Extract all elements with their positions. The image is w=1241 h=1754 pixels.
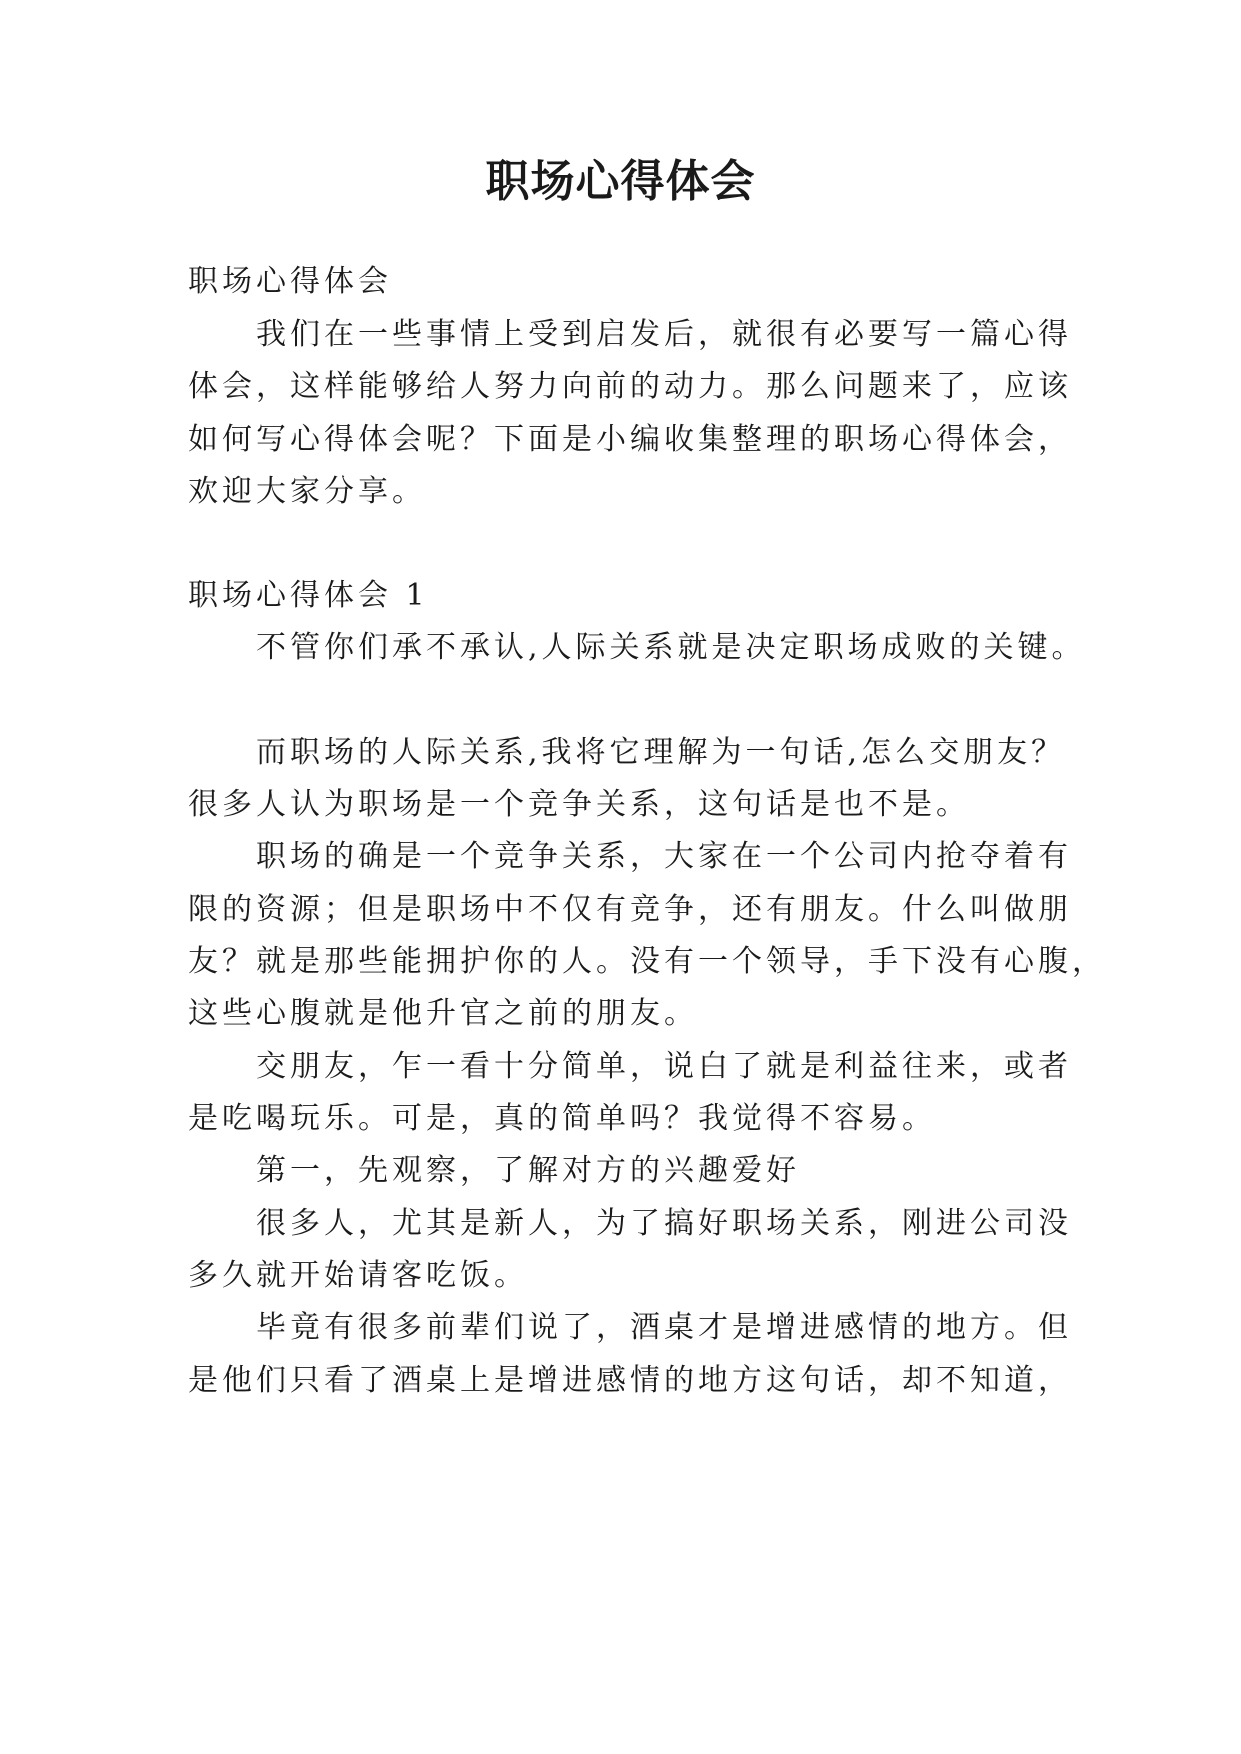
paragraph-line: 限的资源；但是职场中不仅有竞争，还有朋友。什么叫做朋 bbox=[188, 892, 1072, 927]
paragraph-line: 很多人认为职场是一个竞争关系，这句话是也不是。 bbox=[188, 787, 970, 822]
paragraph-line: 这些心腹就是他升官之前的朋友。 bbox=[188, 996, 698, 1031]
paragraph-line: 职场的确是一个竞争关系，大家在一个公司内抢夺着有 bbox=[256, 839, 1072, 874]
paragraph-line: 欢迎大家分享。 bbox=[188, 474, 426, 509]
paragraph-line: 体会，这样能够给人努力向前的动力。那么问题来了，应该 bbox=[188, 369, 1072, 404]
paragraph-line: 多久就开始请客吃饭。 bbox=[188, 1258, 528, 1293]
paragraph-line: 毕竟有很多前辈们说了，酒桌才是增进感情的地方。但 bbox=[256, 1310, 1072, 1345]
paragraph-line: 交朋友，乍一看十分简单，说白了就是利益往来，或者 bbox=[256, 1049, 1072, 1084]
paragraph-line: 是吃喝玩乐。可是，真的简单吗？我觉得不容易。 bbox=[188, 1101, 936, 1136]
document-title: 职场心得体会 bbox=[485, 156, 756, 207]
paragraph-line: 如何写心得体会呢？下面是小编收集整理的职场心得体会， bbox=[188, 422, 1072, 457]
paragraph-line: 友？就是那些能拥护你的人。没有一个领导，手下没有心腹， bbox=[188, 944, 1106, 979]
paragraph-line: 我们在一些事情上受到启发后，就很有必要写一篇心得 bbox=[256, 317, 1072, 352]
paragraph-line: 是他们只看了酒桌上是增进感情的地方这句话，却不知道， bbox=[188, 1363, 1072, 1398]
paragraph-line: 不管你们承不承认,人际关系就是决定职场成败的关键。 bbox=[256, 630, 1086, 665]
paragraph-line: 而职场的人际关系,我将它理解为一句话,怎么交朋友？ bbox=[256, 735, 1066, 770]
paragraph-line: 很多人，尤其是新人，为了搞好职场关系，刚进公司没 bbox=[256, 1206, 1072, 1241]
section-heading: 职场心得体会 bbox=[188, 264, 392, 299]
paragraph-line: 第一，先观察，了解对方的兴趣爱好 bbox=[256, 1153, 800, 1188]
section-heading: 职场心得体会 1 bbox=[188, 578, 429, 613]
